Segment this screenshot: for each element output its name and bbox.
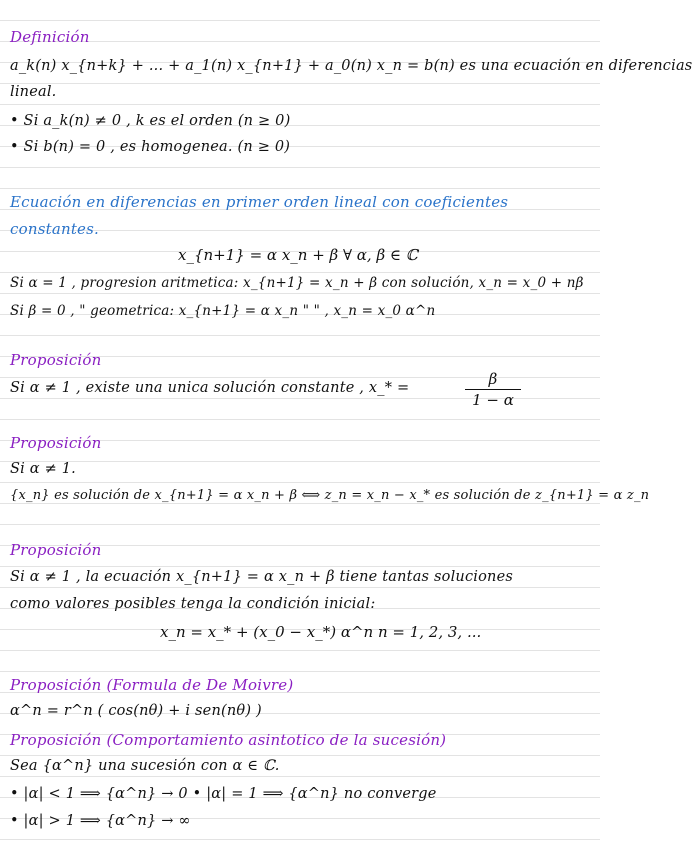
heading-comportamiento-asintotico: Proposición (Comportamiento asintotico de la sucesión)	[10, 731, 447, 749]
heading-proposicion-3: Proposición	[10, 541, 102, 559]
text-line-aritmetica: Si α = 1 , progresion aritmetica: x_{n+1} = x_n + β con solución, x_n = x_0 + nβ	[10, 275, 584, 291]
text-line-caso-mayor: • |α| > 1 ⟹ {α^n} → ∞	[10, 813, 191, 829]
text-line-geometrica: Si β = 0 , " geometrica: x_{n+1} = α x_n " " , x_n = x_0 α^n	[10, 303, 436, 319]
equation-general-solution: x_n = x_* + (x_0 − x_*) α^n n = 1, 2, 3, ...	[160, 623, 482, 641]
heading-de-moivre: Proposición (Formula de De Moivre)	[10, 676, 294, 694]
text-line-si-alpha: Si α ≠ 1.	[10, 461, 76, 477]
equation-de-moivre: α^n = r^n ( cos(nθ) + i sen(nθ) )	[10, 703, 262, 719]
fraction-x-star	[465, 370, 521, 409]
heading-proposicion-2: Proposición	[10, 434, 102, 452]
equation-recurrence: x_{n+1} = α x_n + β ∀ α, β ∈ ℂ	[178, 246, 418, 264]
heading-definicion: Definición	[10, 28, 90, 46]
text-line-equivalencia: {x_n} es solución de x_{n+1} = α x_n + β ⟺ z_n = x_n − x_* es solución de z_{n+1} = α z_n	[10, 488, 650, 503]
text-line-sucesion: Sea {α^n} una sucesión con α ∈ ℂ.	[10, 758, 280, 774]
text-line-caso-menor-igual: • |α| < 1 ⟹ {α^n} → 0 • |α| = 1 ⟹ {α^n} no converge	[10, 786, 437, 802]
text-line-tantas-soluciones: Si α ≠ 1 , la ecuación x_{n+1} = α x_n + β tiene tantas soluciones	[10, 569, 513, 585]
text-line-condicion-inicial: como valores posibles tenga la condición inicial:	[10, 596, 376, 612]
text-line-equation: a_k(n) x_{n+k} + ... + a_1(n) x_{n+1} + a_0(n) x_n = b(n) es una ecuación en diferencias	[10, 58, 692, 74]
text-line-solucion-constante: Si α ≠ 1 , existe una unica solución constante , x_* =	[10, 380, 410, 396]
fraction-numerator: β	[465, 370, 521, 390]
heading-proposicion-1: Proposición	[10, 351, 102, 369]
text-line-homogenea: • Si b(n) = 0 , es homogenea. (n ≥ 0)	[10, 139, 291, 155]
text-line-lineal: lineal.	[10, 84, 57, 100]
heading-ecuacion-primer-orden: Ecuación en diferencias en primer orden lineal con coeficientes	[10, 193, 509, 211]
heading-constantes: constantes.	[10, 220, 99, 238]
fraction-denominator: 1 − α	[472, 391, 514, 409]
text-line-orden: • Si a_k(n) ≠ 0 , k es el orden (n ≥ 0)	[10, 113, 291, 129]
